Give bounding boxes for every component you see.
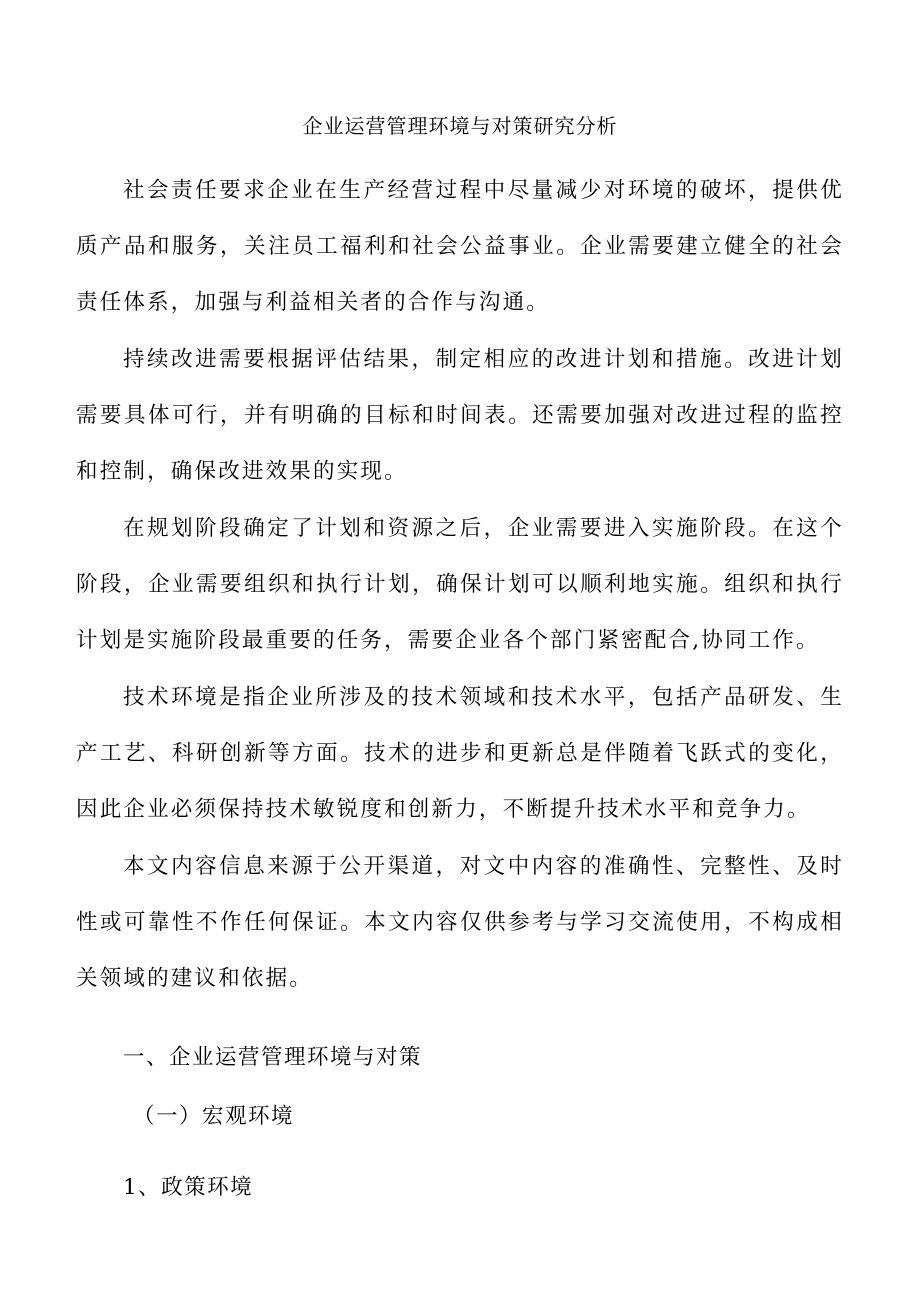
- paragraph-disclaimer: 本文内容信息来源于公开渠道，对文中内容的准确性、完整性、及时性或可靠性不作任何保证。本文内容仅供参考与学习交流使用，不构成相关领域的建议和依据。: [76, 854, 844, 991]
- paragraph-continuous-improvement: 持续改进需要根据评估结果，制定相应的改进计划和措施。改进计划需要具体可行，并有明确的目标和时间表。还需要加强对改进过程的监控和控制，确保改进效果的实现。: [76, 347, 844, 484]
- paragraph-technology-environment: 技术环境是指企业所涉及的技术领域和技术水平，包括产品研发、生产工艺、科研创新等方面。技术的进步和更新总是伴随着飞跃式的变化，因此企业必须保持技术敏锐度和创新力，不断提升技术水平和竞争力。: [76, 685, 844, 822]
- section-heading-level3: 1、政策环境: [123, 1175, 254, 1200]
- section-heading-level1: 一、企业运营管理环境与对策: [123, 1045, 423, 1070]
- paragraph-social-responsibility: 社会责任要求企业在生产经营过程中尽量减少对环境的破坏，提供优质产品和服务，关注员工福利和社会公益事业。企业需要建立健全的社会责任体系，加强与利益相关者的合作与沟通。: [76, 178, 844, 315]
- section-heading-level2: （一）宏观环境: [133, 1104, 295, 1129]
- document-title: 企业运营管理环境与对策研究分析: [302, 114, 618, 138]
- paragraph-implementation-phase: 在规划阶段确定了计划和资源之后，企业需要进入实施阶段。在这个阶段，企业需要组织和执行计划，确保计划可以顺利地实施。组织和执行计划是实施阶段最重要的任务，需要企业各个部门紧密配合,协同工作。: [76, 516, 844, 653]
